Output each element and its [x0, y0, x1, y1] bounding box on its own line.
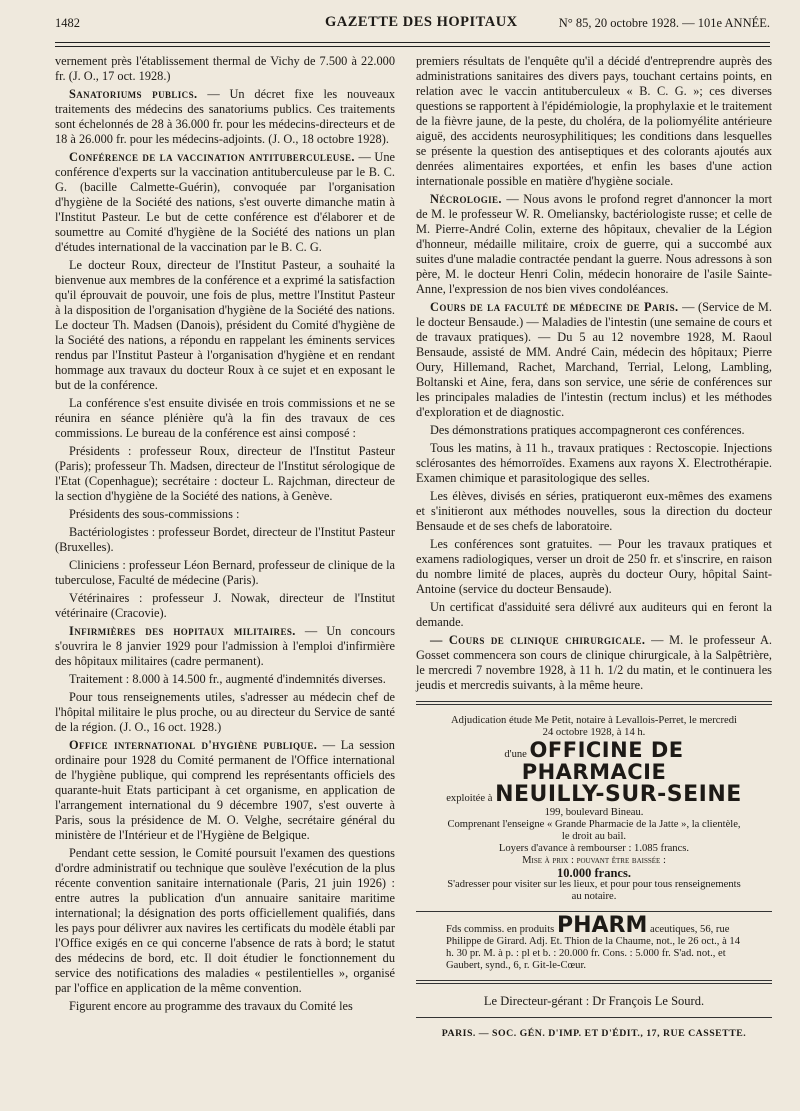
article-necrologie	[416, 192, 772, 297]
paragraph: Un certificat d'assiduité sera délivré aux auditeurs qui en feront la demande.	[416, 600, 772, 629]
rubric-text: — Un concours s'ouvrira le 8 janvier 1929 pour l'admission à l'emploi d'infirmière des hôpitaux militaires (cadre permanent).	[55, 624, 395, 668]
paragraph: Pendant cette session, le Comité poursuit l'examen des questions d'ordre administratif ou technique que soulève l'exécution de la plus récente convention sanitaire internationale (Paris, 21 juin 1926) : entre autres la publication d'un annuaire sanitaire maritime international; la désignation des ports officiellement qualifiés, dans les pays pour délivrer aux navires les certificats du modèle établi par l'Office exigés en ce qui concerne l'absence de rats à bord; le statut des médecins de bord, etc. Il doit étudier le fonctionnement du service des notifications des maladies « pestilentielles », organisé par l'office en application de la même convention.	[55, 846, 395, 995]
ad-line: exploitée à	[446, 793, 493, 804]
paragraph: Présidents : professeur Roux, directeur de l'Institut Pasteur (Paris); professeur Th. Madsen, directeur de l'Institut sérologique de l'Etat (Copenhague); secrétaire : docteur L. Rajchman, directeur de la section d'hygiène de la Société des nations, à Genève.	[55, 444, 395, 503]
paragraph: Cliniciens : professeur Léon Bernard, professeur de clinique de la tuberculose, Faculté de médecine (Paris).	[55, 558, 395, 587]
ad-line: Loyers d'avance à rembourser : 1.085 francs.	[498, 843, 690, 854]
ad-line: S'adresser pour visiter sur les lieux, et pour pour tous renseignements au notaire.	[447, 879, 741, 902]
right-column	[416, 54, 772, 1041]
rubric-title: Cours de la faculté de médecine de Paris.	[430, 300, 679, 314]
article-vaccination	[55, 150, 395, 255]
page-header	[55, 12, 770, 38]
ad-line: 199, boulevard Bineau.	[544, 807, 644, 818]
rubric-title: — Cours de clinique chirurgicale.	[430, 633, 646, 647]
section-rule	[416, 701, 772, 705]
ad-line: aceutiques, 56, rue Philippe de Girard. Adj. Et. Thion de la Chaume, not., le 26 oct., à 14 h. 30 pr. M. à p. : pl et b. : 20.000 fr. Cons. : 5.000 fr. S'ad. not., et Gaubert, synd., 6, r. Git-le-Cœur.	[446, 924, 741, 971]
paragraph: Tous les matins, à 11 h., travaux pratiques : Rectoscopie. Injections sclérosantes des hémorroïdes. Examens aux rayons X. Electrothérapie. Examen chimique et parasitologique des selles.	[416, 441, 772, 485]
rubric-text: — M. le professeur A. Gosset commencera son cours de clinique chirurgicale, à la Salpêtrière, le mercredi 7 novembre 1928, à 11 h. 1/2 du matin, et le continuera les jeudis et mercredis suivants, à la même heure.	[416, 633, 772, 692]
paragraph: Les conférences sont gratuites. — Pour les travaux pratiques et examens radiologiques, verser un droit de 250 fr. et s'inscrire, en raison du nombre limité de places, auprès du docteur Oury, hôpital Saint-Antoine (service du docteur Bensaude).	[416, 537, 772, 596]
advertisement-officine	[446, 715, 742, 903]
paragraph: Le docteur Roux, directeur de l'Institut Pasteur, a souhaité la bienvenue aux membres de la conférence et a exprimé la satisfaction qu'il éprouvait de pouvoir, une fois de plus, mettre l'Institut Pasteur à la disposition de l'organisation d'hygiène de la Société des nations. Le docteur Th. Madsen (Danois), président du Comité d'hygiène de la Société des nations, a répondu en rappelant les éminents services rendus par l'Institut Pasteur à l'organisation d'hygiène et en rendant hommage aux travaux du docteur Roux à ce sujet et en exposant le but de la conférence.	[55, 258, 395, 392]
article-infirmieres	[55, 624, 395, 669]
page-number: 1482	[55, 16, 80, 30]
rubric-text: — La session ordinaire pour 1928 du Comité permanent de l'Office international de l'hygiène publique, qui comprend les représentants officiels des quarante-huit Etats participant à cet organisme, en application de l'arrangement international du 9 décembre 1907, s'est ouverte à Paris, sous la présidence de M. O. Velghe, secrétaire général du ministère de l'Intérieur et de l'Hygiène de Belgique.	[55, 738, 395, 842]
continuation-text: vernement près l'établissement thermal de Vichy de 7.500 à 22.000 fr. (J. O., 17 oct. 1928.)	[55, 54, 395, 83]
footer-rule	[416, 980, 772, 984]
advertisement-pharmaceutiques	[446, 913, 742, 972]
ad-headline: PHARM	[556, 913, 648, 938]
rubric-text: — (Service de M. le docteur Bensaude.) — Maladies de l'intestin (une semaine de cours et de travaux pratiques). — Du 5 au 12 novembre 1928, M. Raoul Bensaude, assisté de MM. André Cain, médecin des hôpitaux; Pierre Oury, Hillemand, Rachet, Marchand, Terrial, Lelong, Lambling, Boltanski et Aine, fera, dans son service, une série de conférences sur les principales maladies de l'intestin (rectum inclus) et les méthodes d'exploration et de diagnostic.	[416, 300, 772, 419]
article-office-hygiene	[55, 738, 395, 843]
rubric-text: — Nous avons le profond regret d'annoncer la mort de M. le professeur W. R. Omeliansky, bactériologiste russe; et celle de M. Pierre-André Colin, externe des hôpitaux, chevalier de la Légion d'honneur, médaille militaire, croix de guerre, qui a succombé aux suites d'une maladie contractée pendant la guerre. Nous adressons à son père, M. le docteur Henri Colin, médecin honoraire de l'asile Sainte-Anne, l'expression de nos bien vives condoléances.	[416, 192, 773, 296]
paragraph: Traitement : 8.000 à 14.500 fr., augmenté d'indemnités diverses.	[69, 672, 386, 686]
paragraph: Figurent encore au programme des travaux du Comité les	[69, 999, 353, 1013]
rubric-title: Infirmières des hopitaux militaires.	[69, 624, 296, 638]
ad-price: 10.000 francs.	[557, 866, 631, 880]
left-column	[55, 54, 395, 1017]
ad-line: Comprenant l'enseigne « Grande Pharmacie de la Jatte », la clientèle, le droit au bail.	[447, 819, 741, 842]
rubric-title: Sanatoriums publics.	[69, 87, 198, 101]
issue-info: N° 85, 20 octobre 1928. — 101e ANNÉE.	[558, 16, 770, 30]
journal-title: GAZETTE DES HOPITAUX	[325, 14, 518, 30]
ad-line: Mise à prix : pouvant être baissée :	[522, 855, 666, 866]
continuation-text: premiers résultats de l'enquête qu'il a décidé d'entreprendre auprès des administrations sanitaires des divers pays, touchant certains points, en relation avec le vaccin antituberculeux « B. C. G. »; ces diverses questions se rapportent à l'épidémiologie, la prophylaxie et le traitement de la fièvre jaune, de la peste, du choléra, de la poliomyélite antérieure aiguë, des accidents neurosyphilitiques; les conditions dans lesquelles se présente la question des antiseptiques et des colorants ajoutés aux denrées alimentaires exportées, et enfin les bases d'une action internationale possible en matière d'hygiène sociale.	[416, 54, 772, 188]
paragraph: Des démonstrations pratiques accompagneront ces conférences.	[430, 423, 745, 437]
article-clinique-chirurgicale	[416, 633, 772, 693]
ad-line: Fds commiss. en produits	[446, 924, 555, 935]
article-sanatoriums	[55, 87, 395, 147]
ad-rule	[416, 911, 772, 912]
paragraph: Vétérinaires : professeur J. Nowak, directeur de l'Institut vétérinaire (Cracovie).	[55, 591, 395, 620]
ad-headline: OFFICINE DE PHARMACIE	[521, 738, 684, 784]
ad-line: d'une	[504, 749, 527, 760]
paragraph: La conférence s'est ensuite divisée en trois commissions et ne se réunira en séance plénière qu'à la fin des travaux de ces commissions. Le bureau de la conférence est ainsi composé :	[55, 396, 395, 440]
paragraph: Présidents des sous-commissions :	[69, 507, 240, 521]
paragraph: Bactériologistes : professeur Bordet, directeur de l'Institut Pasteur (Bruxelles).	[55, 525, 395, 554]
rubric-title: Conférence de la vaccination antituberculeuse.	[69, 150, 355, 164]
director-line: Le Directeur-gérant : Dr François Le Sourd.	[483, 994, 705, 1008]
printer-line: PARIS. — SOC. GÉN. D'IMP. ET D'ÉDIT., 17, RUE CASSETTE.	[441, 1028, 747, 1039]
rubric-title: Office international d'hygiène publique.	[69, 738, 318, 752]
rubric-text: — Un décret fixe les nouveaux traitements des médecins des sanatoriums publics. Ces traitements sont échelonnés de 28 à 36.000 fr. pour les médecins-directeurs et de 18 à 26.000 fr. pour les médecins-adjoints. (J. O., 18 octobre 1928).	[55, 87, 395, 146]
rubric-title: Nécrologie.	[430, 192, 502, 206]
article-cours-faculte	[416, 300, 772, 420]
header-rule	[55, 42, 770, 47]
rubric-text: — Une conférence d'experts sur la vaccination antituberculeuse par le B. C. G. (bacille Calmette-Guérin), convoquée par l'organisation d'hygiène de la Société des nations, s'est ouverte dimanche matin à l'Institut Pasteur. Le but de cette conférence est d'élaborer et de soumettre au Comité d'hygiène de la Société des nations un plan d'études international de la vaccination par le B. C. G.	[55, 150, 395, 254]
ad-line: Adjudication étude Me Petit, notaire à Levallois-Perret, le mercredi 24 octobre 1928, à 14 h.	[451, 715, 737, 738]
paragraph: Les élèves, divisés en séries, pratiqueront eux-mêmes des examens et s'initieront aux méthodes nouvelles, sous la direction du docteur Bensaude et de ses chefs de laboratoire.	[416, 489, 772, 533]
footer-rule-2	[416, 1017, 772, 1018]
ad-place: NEUILLY-SUR-SEINE	[495, 782, 742, 807]
paragraph: Pour tous renseignements utiles, s'adresser au médecin chef de l'hôpital militaire le plus proche, ou au directeur du Service de santé de la région. (J. O., 16 oct. 1928.)	[55, 690, 395, 734]
